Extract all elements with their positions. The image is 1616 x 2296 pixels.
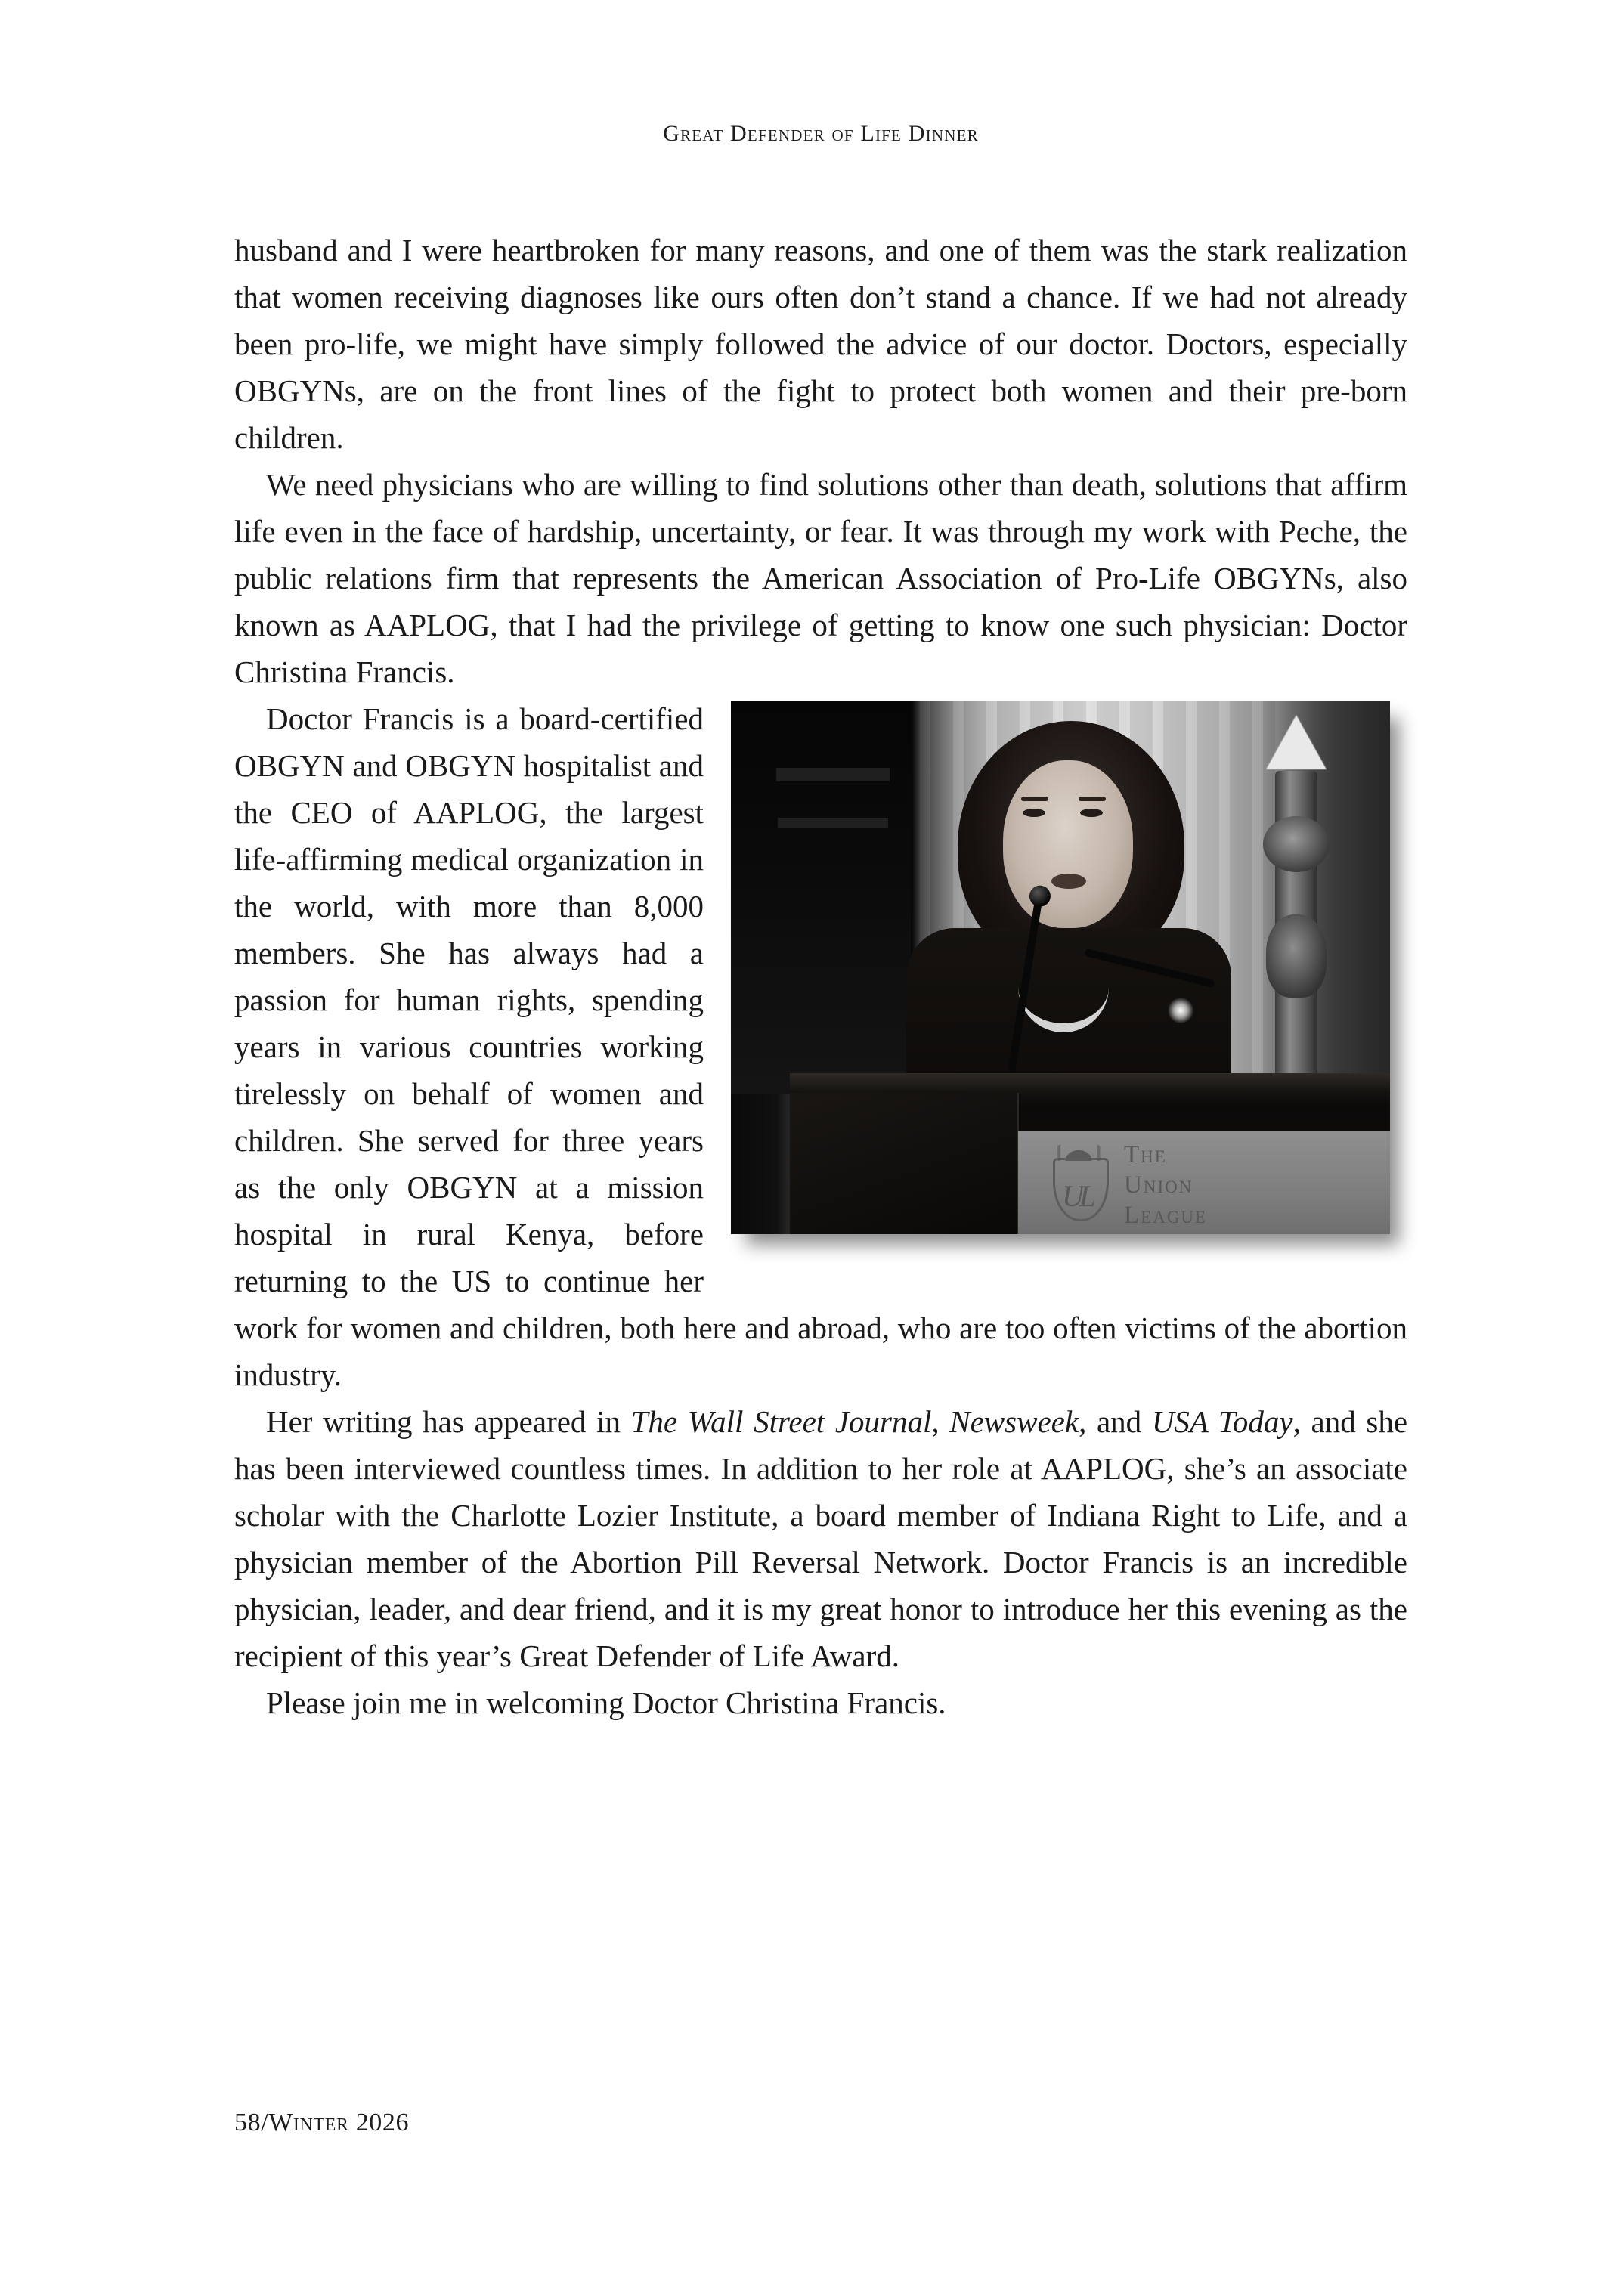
podium-top-edge — [790, 1073, 1390, 1093]
union-league-crest-icon — [1047, 1143, 1110, 1221]
speaker-eye-left — [1023, 809, 1045, 817]
plaque-line-3: League — [1124, 1202, 1208, 1229]
publication-wsj: The Wall Street Journal — [630, 1404, 932, 1439]
paragraph-5: Please join me in welcoming Doctor Christina Francis. — [266, 1685, 946, 1720]
dark-wall-panel — [731, 701, 911, 1094]
speaker-face — [1003, 760, 1133, 928]
plaque-line-2: Union — [1124, 1171, 1193, 1199]
light-flare — [1168, 998, 1193, 1023]
paragraph-1: husband and I were heartbroken for many reasons, and one of them was the stark realization that women receiving diagnoses like ours often don’t stand a chance. If we had not already been pro-life, we might have simply followed the advice of our doctor. Doctors, especially OBGYNs, are on the front lines of the fight to protect both women and their pre-born children. — [234, 233, 1407, 455]
speaker-eye-right — [1080, 809, 1103, 817]
paragraph-4-lead: Her writing has appeared in — [266, 1404, 631, 1439]
plaque-line-1: The — [1124, 1141, 1167, 1168]
publication-newsweek: Newsweek — [949, 1404, 1079, 1439]
paragraph-2: We need physicians who are willing to find solutions other than death, solutions that affirm life even in the face of hardship, uncertainty, or fear. It was through my work with Peche, the public relations firm that represents the American Association of Pro-Life OBGYNs, also known as AAPLOG, that I had the privilege of getting to know one such physician: Doctor Christina Francis. — [234, 467, 1407, 689]
photograph-float — [731, 701, 1407, 1252]
speaker-brow-right — [1079, 797, 1106, 801]
paragraph-4-tail: , and she has been interviewed countless times. In addition to her role at AAPLOG, she’s an associate scholar with the Charlotte Lozier Institute, a board member of Indiana Right to Life, and a physician member of the Abortion Pill Reversal Network. Doctor Francis is an incredible physician, leader, and dear friend, and it is my great honor to introduce her this evening as the recipient of this year’s Great Defender of Life Award. — [234, 1404, 1408, 1673]
speaker-mouth — [1051, 874, 1086, 889]
paragraph-3: Doctor Francis is a board-certified OBGYN and OBGYN hospitalist and the CEO of AAPLOG, the largest life-affirming medical organization in the world, with more than 8,000 members. She has always had a passion for human rights, spending years in various countries working tirelessly on behalf of women and children. She served for three years as the only OBGYN at a mission hospital in rural Kenya, before returning to the US to continue her work for women and children, both here and abroad, who are too often victims of the abortion industry. — [234, 701, 1407, 1392]
plaque-text — [1124, 1140, 1351, 1230]
running-head: Great Defender of Life Dinner — [663, 121, 979, 146]
paragraph-4 — [234, 1398, 1407, 1679]
podium-left-face — [790, 1093, 1019, 1234]
paragraph-4-sep-1: , — [931, 1404, 950, 1439]
body-text-column — [234, 227, 1407, 1726]
lamp-stand — [1275, 771, 1317, 1096]
page-folio: 58/Winter 2026 — [234, 2109, 410, 2137]
publication-usatoday: USA Today — [1151, 1404, 1293, 1439]
speaker-brow-left — [1021, 797, 1048, 801]
paragraph-4-sep-2: , and — [1079, 1404, 1152, 1439]
photograph — [731, 701, 1390, 1234]
lamp-shade — [1266, 715, 1327, 769]
crest-monogram: UL — [1062, 1179, 1092, 1213]
